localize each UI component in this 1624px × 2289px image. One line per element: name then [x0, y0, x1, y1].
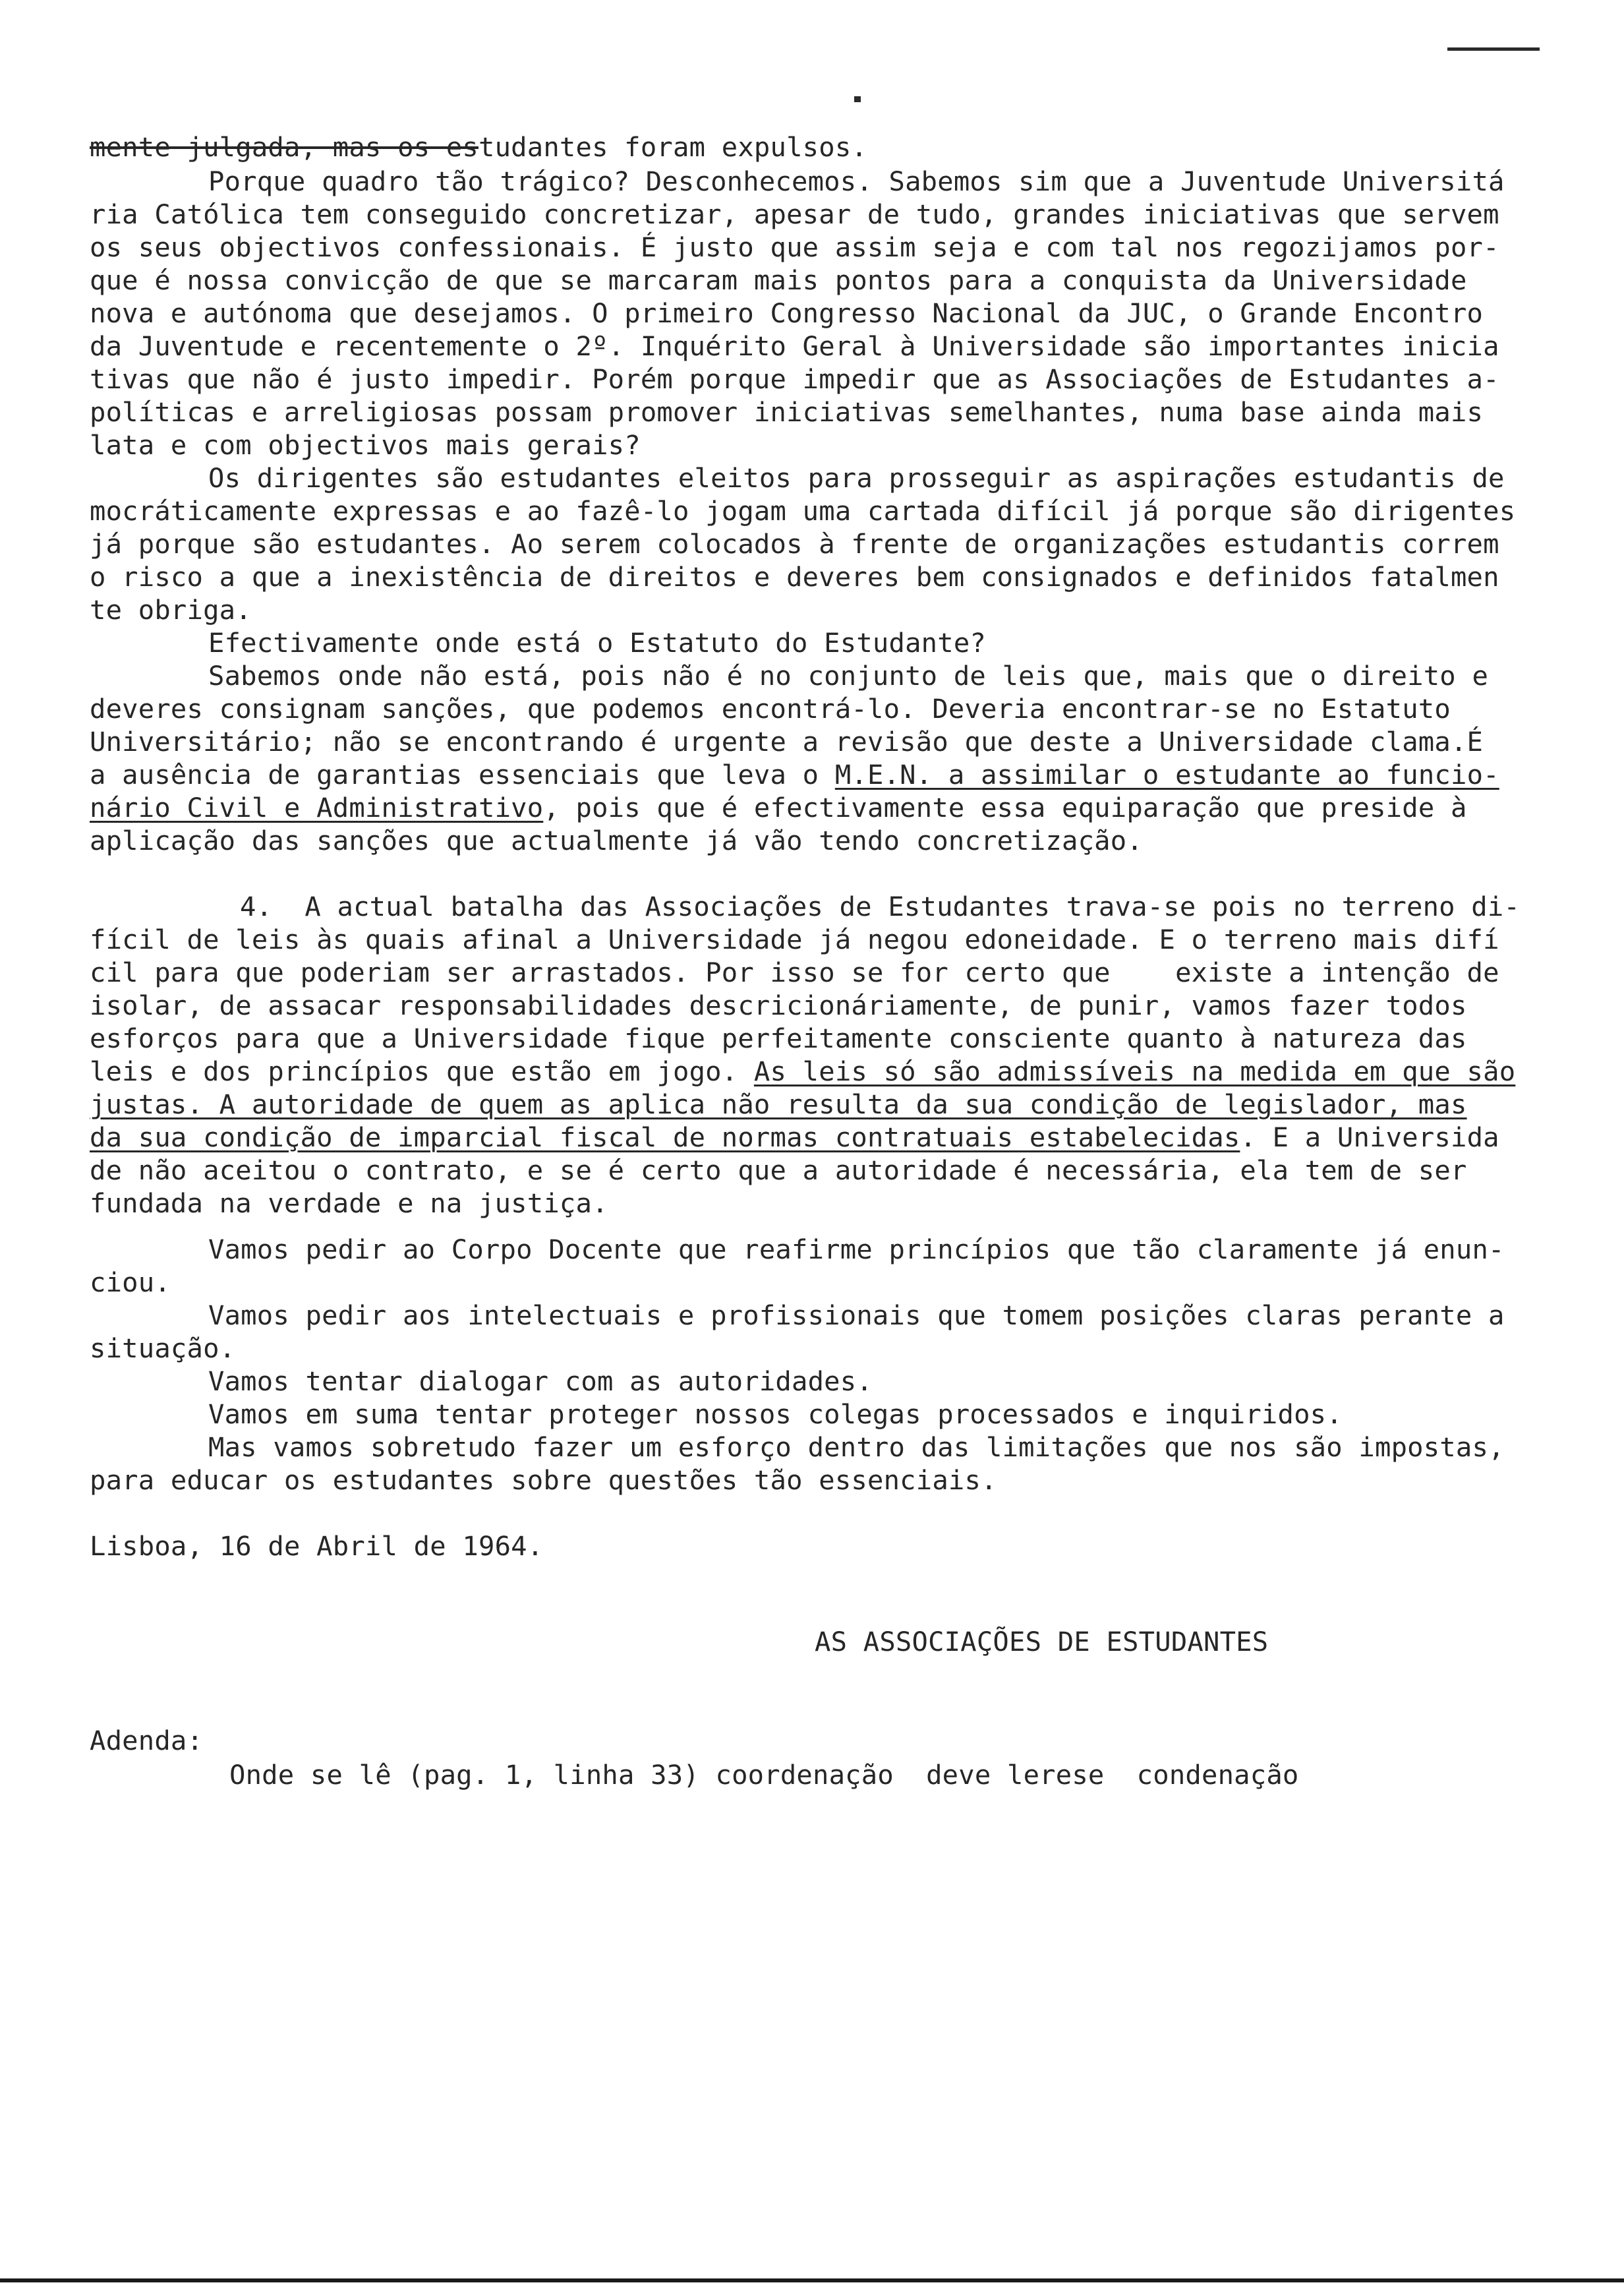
text-line: políticas e arreligiosas possam promover iniciativas semelhantes, numa base ainda mais — [90, 396, 1484, 428]
text-line: isolar, de assacar responsabilidades descricionáriamente, de punir, vamos fazer todos — [90, 990, 1467, 1021]
text-line: que é nossa convicção de que se marcaram mais pontos para a conquista da Universidade — [90, 264, 1467, 296]
text-line: 4. A actual batalha das Associações de Estudantes trava-se pois no terreno di- — [240, 891, 1521, 922]
text-line: fícil de leis às quais afinal a Universidade já negou edoneidade. E o terreno mais difí — [90, 924, 1499, 955]
text-line: Vamos pedir ao Corpo Docente que reafirme princípios que tão claramente já enun- — [208, 1234, 1505, 1265]
text-line: Vamos pedir aos intelectuais e profissionais que tomem posições claras perante a — [208, 1299, 1505, 1331]
text-line: já porque são estudantes. Ao serem colocados à frente de organizações estudantis correm — [90, 528, 1499, 560]
text-line: te obriga. — [90, 594, 252, 626]
text-line: os seus objectivos confessionais. É justo que assim seja e com tal nos regozijamos por- — [90, 231, 1499, 263]
text-line: fundada na verdade e na justiça. — [90, 1187, 608, 1219]
text-line: cil para que poderiam ser arrastados. Por isso se for certo que existe a intenção de — [90, 957, 1499, 988]
text-line: nova e autónoma que desejamos. O primeiro Congresso Nacional da JUC, o Grande Encontro — [90, 297, 1484, 329]
scan-dot-mark — [854, 96, 861, 102]
text-line: Os dirigentes são estudantes eleitos para prosseguir as aspirações estudantis de — [208, 462, 1505, 494]
text-line: o risco a que a inexistência de direitos e deveres bem consignados e definidos fatalmen — [90, 561, 1499, 593]
text-line: nário Civil e Administrativo, pois que é efectivamente essa equiparação que preside à — [90, 792, 1467, 823]
scan-dash-mark — [1447, 47, 1540, 51]
page-bottom-edge — [0, 2278, 1624, 2282]
addendum-text: Onde se lê (pag. 1, linha 33) coordenação deve lerese condenação — [229, 1759, 1299, 1791]
text-line: mente julgada, mas os estudantes foram expulsos. — [90, 131, 867, 163]
text-line: ciou. — [90, 1266, 171, 1298]
text-line: de não aceitou o contrato, e se é certo que a autoridade é necessária, ela tem de ser — [90, 1154, 1467, 1186]
text-line: esforços para que a Universidade fique perfeitamente consciente quanto à natureza das — [90, 1023, 1467, 1054]
text-line: Mas vamos sobretudo fazer um esforço dentro das limitações que nos são impostas, — [208, 1431, 1505, 1463]
text-line: Efectivamente onde está o Estatuto do Estudante? — [208, 627, 986, 659]
signature: AS ASSOCIAÇÕES DE ESTUDANTES — [815, 1626, 1269, 1657]
text-line: mocráticamente expressas e ao fazê-lo jogam uma cartada difícil já porque são dirigentes — [90, 495, 1516, 527]
addendum-label: Adenda: — [90, 1725, 204, 1756]
text-line: Vamos tentar dialogar com as autoridades. — [208, 1365, 873, 1397]
text-line: tivas que não é justo impedir. Porém porque impedir que as Associações de Estudantes a- — [90, 363, 1499, 395]
text-line: justas. A autoridade de quem as aplica não resulta da sua condição de legislador, mas — [90, 1088, 1467, 1120]
text-line: deveres consignam sanções, que podemos encontrá-lo. Deveria encontrar-se no Estatuto — [90, 693, 1451, 725]
place-date: Lisboa, 16 de Abril de 1964. — [90, 1530, 544, 1562]
text-line: da sua condição de imparcial fiscal de normas contratuais estabelecidas. E a Universida — [90, 1121, 1499, 1153]
text-line: para educar os estudantes sobre questões tão essenciais. — [90, 1464, 997, 1496]
text-line: Vamos em suma tentar proteger nossos colegas processados e inquiridos. — [208, 1398, 1343, 1430]
text-line: situação. — [90, 1332, 236, 1364]
text-line: da Juventude e recentemente o 2º. Inquérito Geral à Universidade são importantes inicia — [90, 330, 1499, 362]
text-line: Universitário; não se encontrando é urgente a revisão que deste a Universidade clama.É — [90, 726, 1484, 758]
text-line: ria Católica tem conseguido concretizar, apesar de tudo, grandes iniciativas que servem — [90, 198, 1499, 230]
text-line: leis e dos princípios que estão em jogo. As leis só são admissíveis na medida em que são — [90, 1055, 1516, 1087]
text-line: Porque quadro tão trágico? Desconhecemos. Sabemos sim que a Juventude Universitá — [208, 165, 1505, 197]
text-line: aplicação das sanções que actualmente já vão tendo concretização. — [90, 825, 1143, 856]
text-line: Sabemos onde não está, pois não é no conjunto de leis que, mais que o direito e — [208, 660, 1489, 692]
text-line: a ausência de garantias essenciais que leva o M.E.N. a assimilar o estudante ao funcio- — [90, 759, 1499, 790]
text-line: lata e com objectivos mais gerais? — [90, 429, 641, 461]
